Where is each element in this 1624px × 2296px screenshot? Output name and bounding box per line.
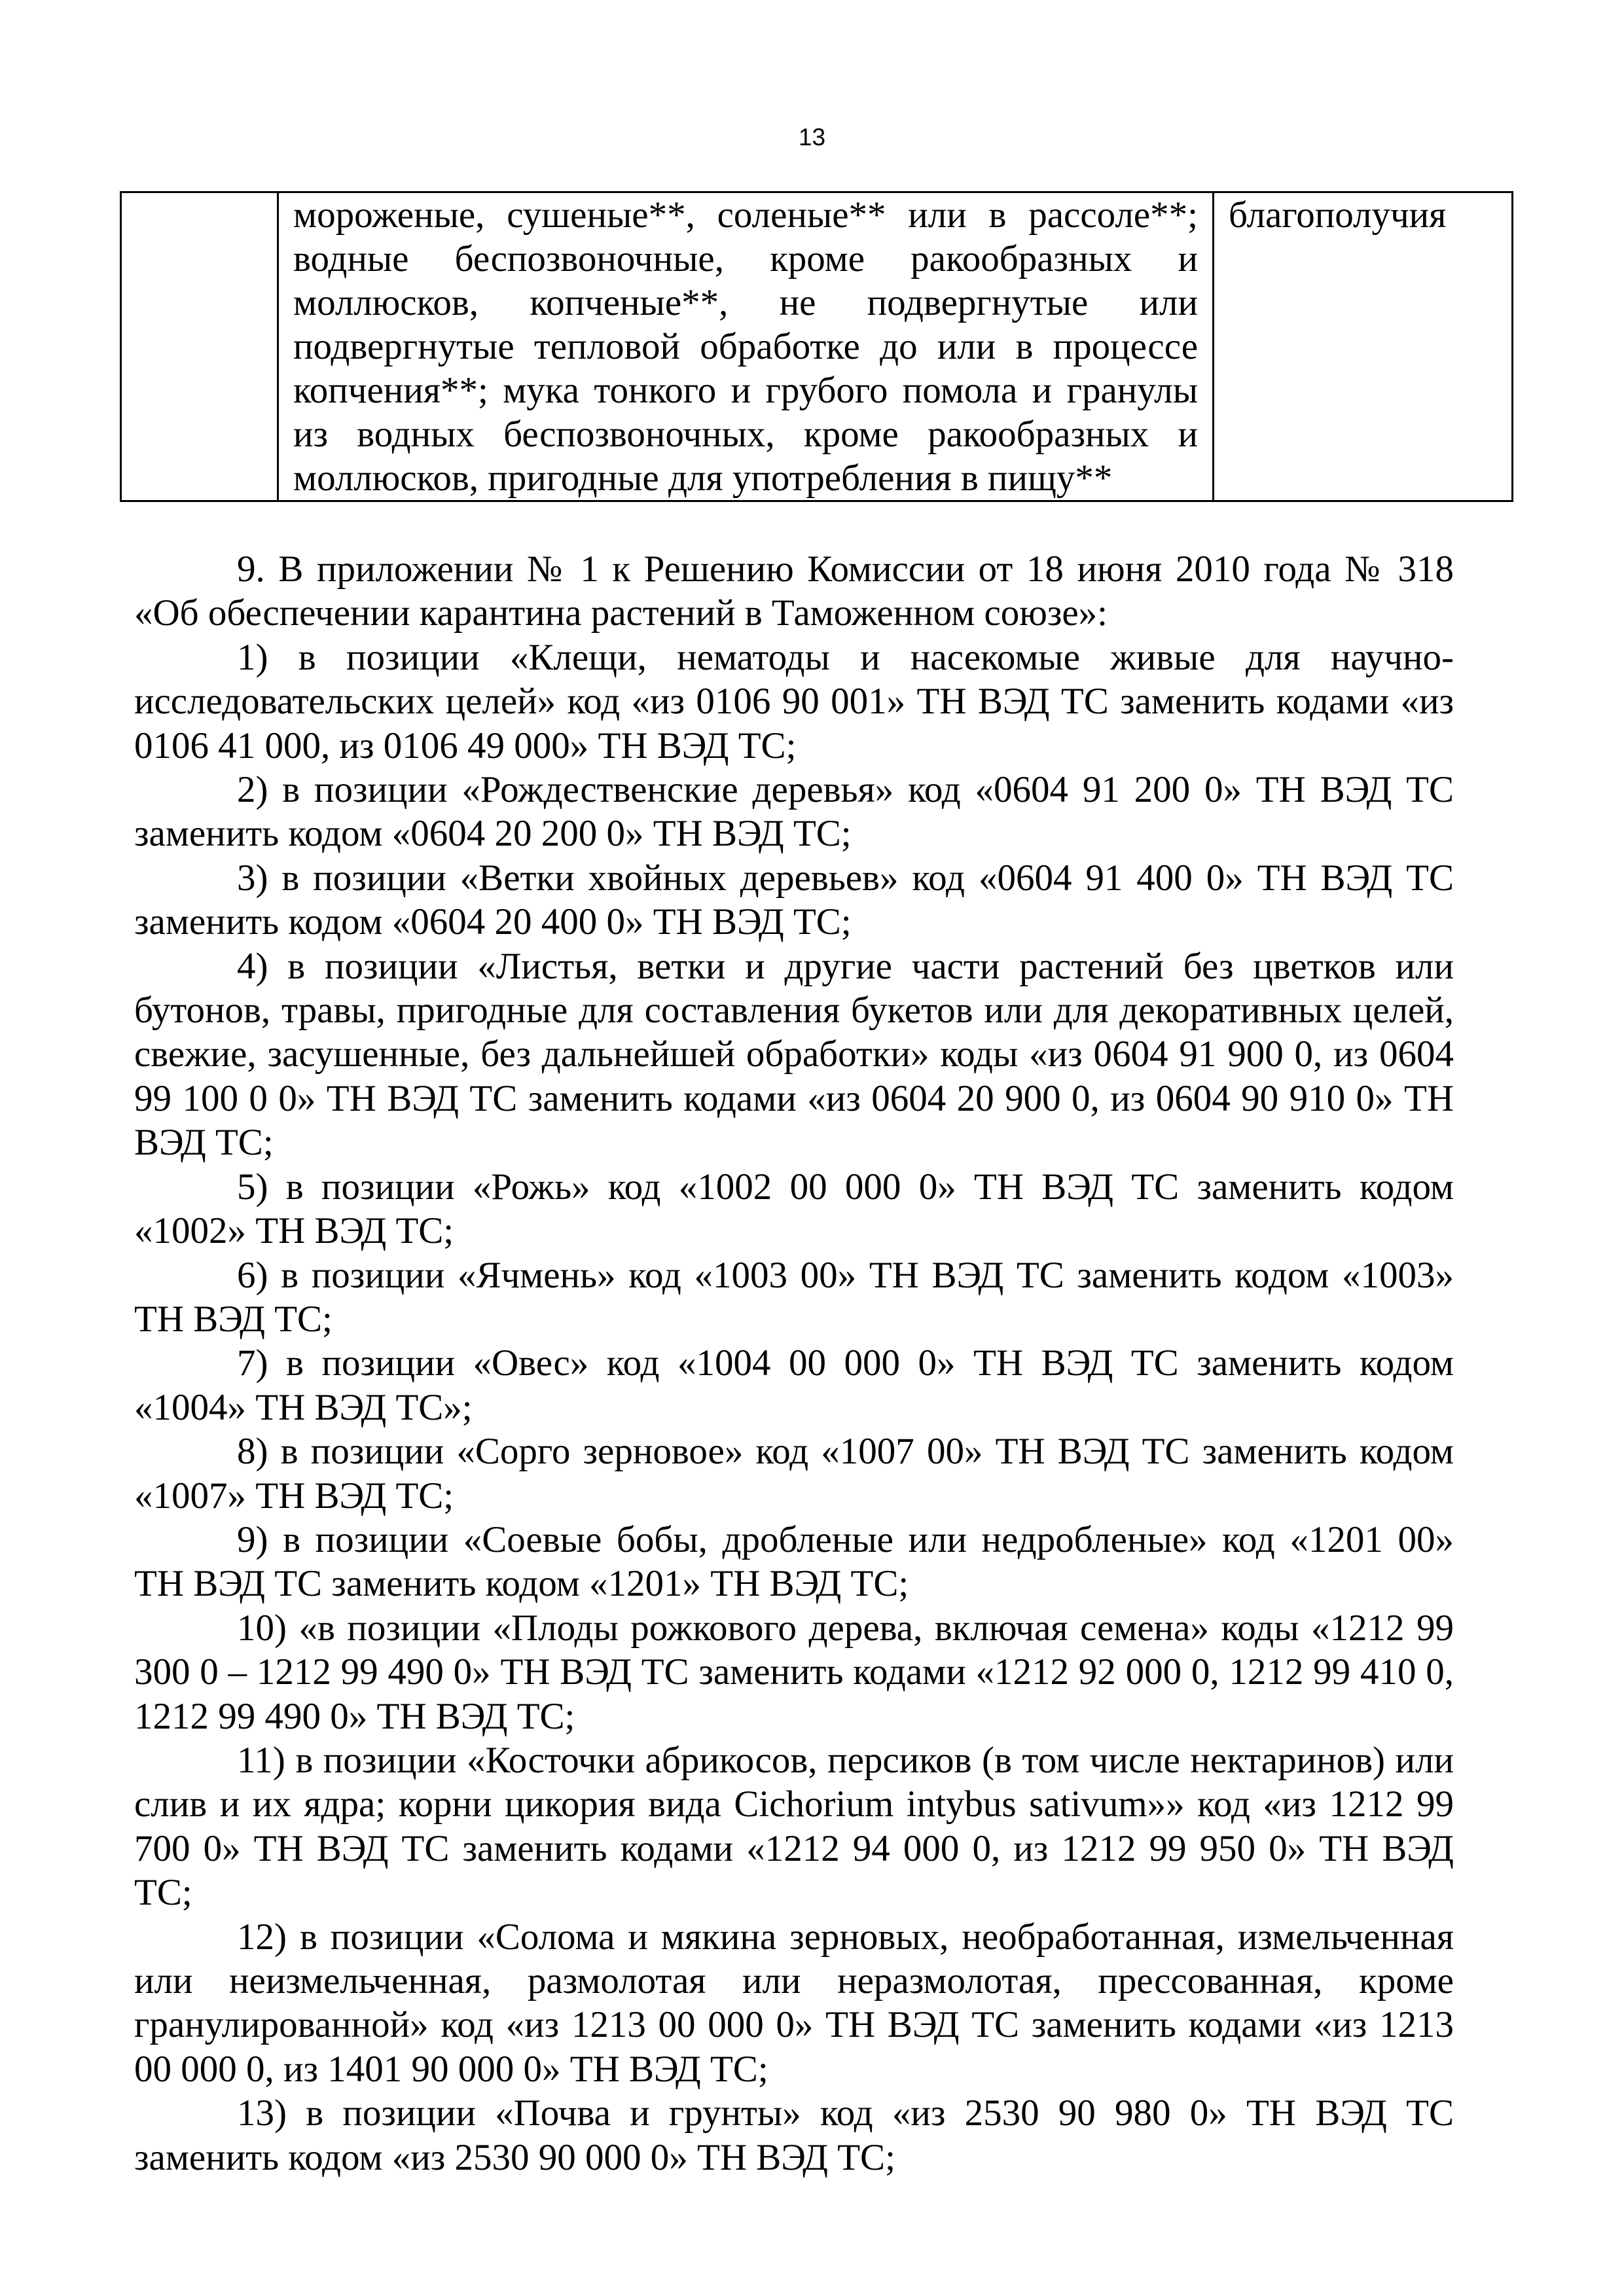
list-item: 2) в позиции «Рождественские деревья» код «0604 91 200 0» ТН ВЭД ТС заменить кодом «0604 20 200 0» ТН ВЭД ТС; — [134, 769, 1454, 855]
list-item: 4) в позиции «Листья, ветки и другие части растений без цветков или бутонов, травы, пригодные для составления букетов или для декоративных целей, свежие, засушенные, без дальнейшей обработки» коды «из 0604 91 900 0, из 0604 99 100 0 0» ТН ВЭД ТС заменить кодами «из 0604 20 900 0, из 0604 90 910 0» ТН ВЭД ТС; — [134, 945, 1454, 1164]
list-item: 13) в позиции «Почва и грунты» код «из 2530 90 980 0» ТН ВЭД ТС заменить кодом «из 2530 90 000 0» ТН ВЭД ТС; — [134, 2092, 1454, 2178]
list-item: 12) в позиции «Солома и мякина зерновых, необработанная, измельченная или неизмельченная, размолотая или неразмолотая, прессованная, кроме гранулированной» код «из 1213 00 000 0» ТН ВЭД ТС заменить кодами «из 1213 00 000 0, из 1401 90 000 0» ТН ВЭД ТС; — [134, 1916, 1454, 2090]
table-row — [121, 192, 1513, 501]
list-item: 11) в позиции «Косточки абрикосов, персиков (в том числе нектаринов) или слив и их ядра; корни цикория вида Cichorium intybus sativum»» код «из 1212 99 700 0» ТН ВЭД ТС заменить кодами «1212 94 000 0, из 1212 99 950 0» ТН ВЭД ТС; — [134, 1739, 1454, 1914]
list-item: 3) в позиции «Ветки хвойных деревьев» код «0604 91 400 0» ТН ВЭД ТС заменить кодом «0604 20 400 0» ТН ВЭД ТС; — [134, 857, 1454, 943]
section-intro: 9. В приложении № 1 к Решению Комиссии от 18 июня 2010 года № 318 «Об обеспечении карантина растений в Таможенном союзе»: — [134, 548, 1454, 634]
table-cell-status: благополучия — [1214, 192, 1513, 501]
list-item: 8) в позиции «Сорго зерновое» код «1007 00» ТН ВЭД ТС заменить кодом «1007» ТН ВЭД ТС; — [134, 1431, 1454, 1516]
page-number: 13 — [798, 124, 826, 151]
continued-table — [120, 191, 1513, 502]
list-item: 10) «в позиции «Плоды рожкового дерева, включая семена» коды «1212 99 300 0 – 1212 99 490 0» ТН ВЭД ТС заменить кодами «1212 92 000 0, 1212 99 410 0, 1212 99 490 0» ТН ВЭД ТС; — [134, 1607, 1454, 1737]
list-item: 9) в позиции «Соевые бобы, дробленые или недробленые» код «1201 00» ТН ВЭД ТС заменить кодом «1201» ТН ВЭД ТС; — [134, 1518, 1454, 1605]
amendment-section — [134, 547, 1454, 2179]
table-cell-number — [121, 192, 278, 501]
list-item: 1) в позиции «Клещи, нематоды и насекомые живые для научно-исследовательских целей» код «из 0106 90 001» ТН ВЭД ТС заменить кодами «из 0106 41 000, из 0106 49 000» ТН ВЭД ТС; — [134, 636, 1454, 766]
list-item: 7) в позиции «Овес» код «1004 00 000 0» ТН ВЭД ТС заменить кодом «1004» ТН ВЭД ТС»; — [134, 1342, 1454, 1428]
table-cell-products: мороженые, сушеные**, соленые** или в рассоле**; водные беспозвоночные, кроме ракообразных и моллюсков, копченые**, не подвергнутые или подвергнутые тепловой обработке до или в процессе копчения**; мука тонкого и грубого помола и гранулы из водных беспозвоночных, кроме ракообразных и моллюсков, пригодные для употребления в пищу** — [278, 192, 1214, 501]
list-item: 6) в позиции «Ячмень» код «1003 00» ТН ВЭД ТС заменить кодом «1003» ТН ВЭД ТС; — [134, 1254, 1454, 1340]
list-item: 5) в позиции «Рожь» код «1002 00 000 0» ТН ВЭД ТС заменить кодом «1002» ТН ВЭД ТС; — [134, 1166, 1454, 1252]
